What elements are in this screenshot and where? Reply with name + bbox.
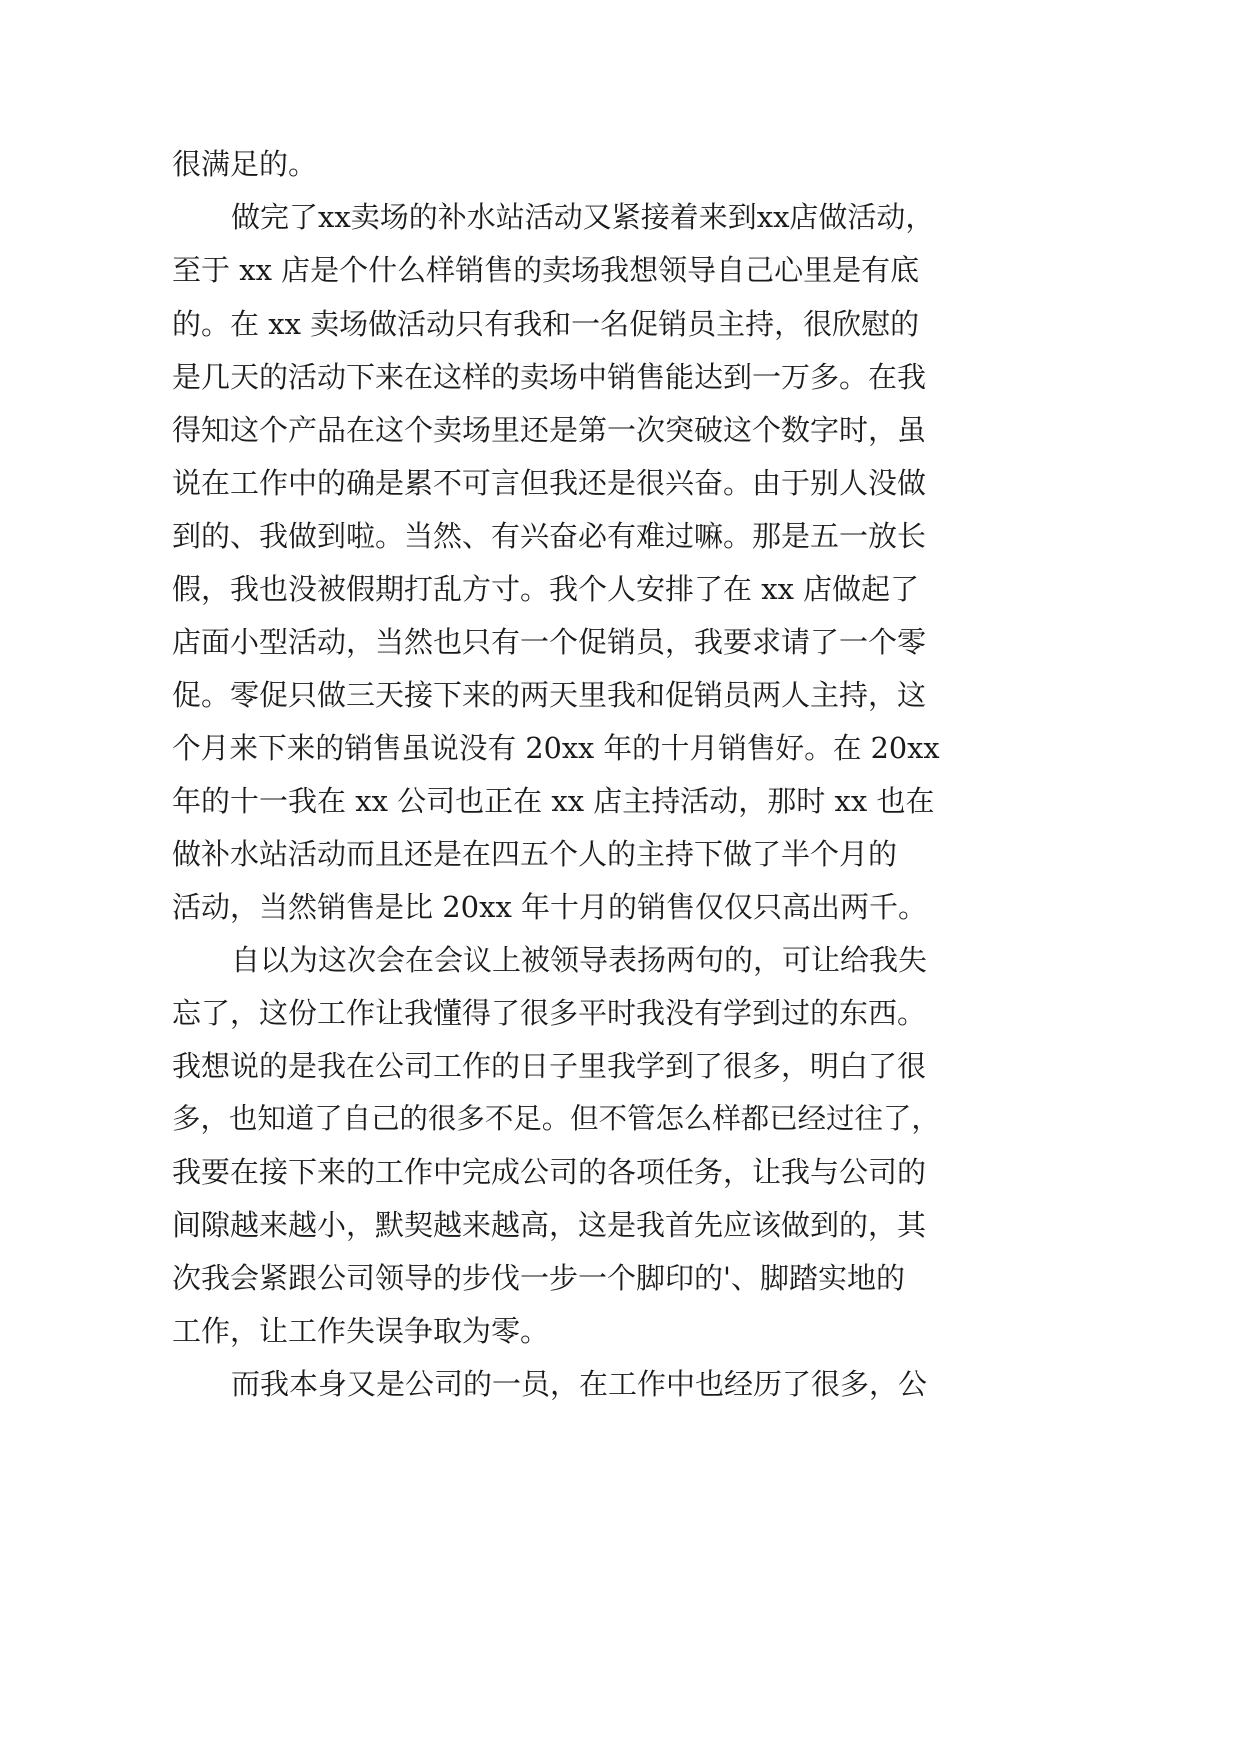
- text-line: 很满足的。: [172, 147, 318, 181]
- text-line: 自以为这次会在会议上被领导表扬两句的，可让给我失: [231, 943, 928, 977]
- text-line: 店面小型活动，当然也只有一个促销员，我要求请了一个零: [172, 625, 927, 659]
- text-line: 至于 xx 店是个什么样销售的卖场我想领导自己心里是有底: [172, 253, 920, 287]
- text-line: 说在工作中的确是累不可言但我还是很兴奋。由于别人没做: [172, 466, 927, 500]
- text-line: 而我本身又是公司的一员，在工作中也经历了很多，公: [231, 1367, 928, 1401]
- text-line: 多，也知道了自己的很多不足。但不管怎么样都已经过往了，: [172, 1102, 940, 1135]
- text-line: 次我会紧跟公司领导的步伐一步一个脚印的'、脚踏实地的: [172, 1261, 905, 1295]
- text-line: 的。在 xx 卖场做活动只有我和一名促销员主持，很欣慰的: [172, 307, 920, 341]
- text-line: 假，我也没被假期打乱方寸。我个人安排了在 xx 店做起了: [172, 572, 920, 606]
- text-line: 做完了xx卖场的补水站活动又紧接着来到xx店做活动，: [231, 200, 935, 234]
- text-line: 工作，让工作失误争取为零。: [172, 1314, 550, 1348]
- text-line: 年的十一我在 xx 公司也正在 xx 店主持活动，那时 xx 也在: [172, 784, 935, 818]
- text-line: 活动，当然销售是比 20xx 年十月的销售仅仅只高出两千。: [172, 890, 928, 924]
- text-line: 个月来下来的销售虽说没有 20xx 年的十月销售好。在 20xx: [172, 731, 940, 765]
- text-line: 到的、我做到啦。当然、有兴奋必有难过嘛。那是五一放长: [172, 519, 927, 553]
- text-line: 间隙越来越小，默契越来越高，这是我首先应该做到的，其: [172, 1208, 927, 1242]
- text-line: 得知这个产品在这个卖场里还是第一次突破这个数字时，虽: [172, 413, 927, 447]
- text-line: 做补水站活动而且还是在四五个人的主持下做了半个月的: [172, 837, 898, 871]
- text-line: 我想说的是我在公司工作的日子里我学到了很多，明白了很: [172, 1049, 927, 1083]
- text-line: 是几天的活动下来在这样的卖场中销售能达到一万多。在我: [172, 360, 927, 394]
- text-line: 我要在接下来的工作中完成公司的各项任务，让我与公司的: [172, 1155, 927, 1189]
- text-line: 忘了，这份工作让我懂得了很多平时我没有学到过的东西。: [172, 996, 927, 1030]
- text-line: 促。零促只做三天接下来的两天里我和促销员两人主持，这: [172, 678, 927, 712]
